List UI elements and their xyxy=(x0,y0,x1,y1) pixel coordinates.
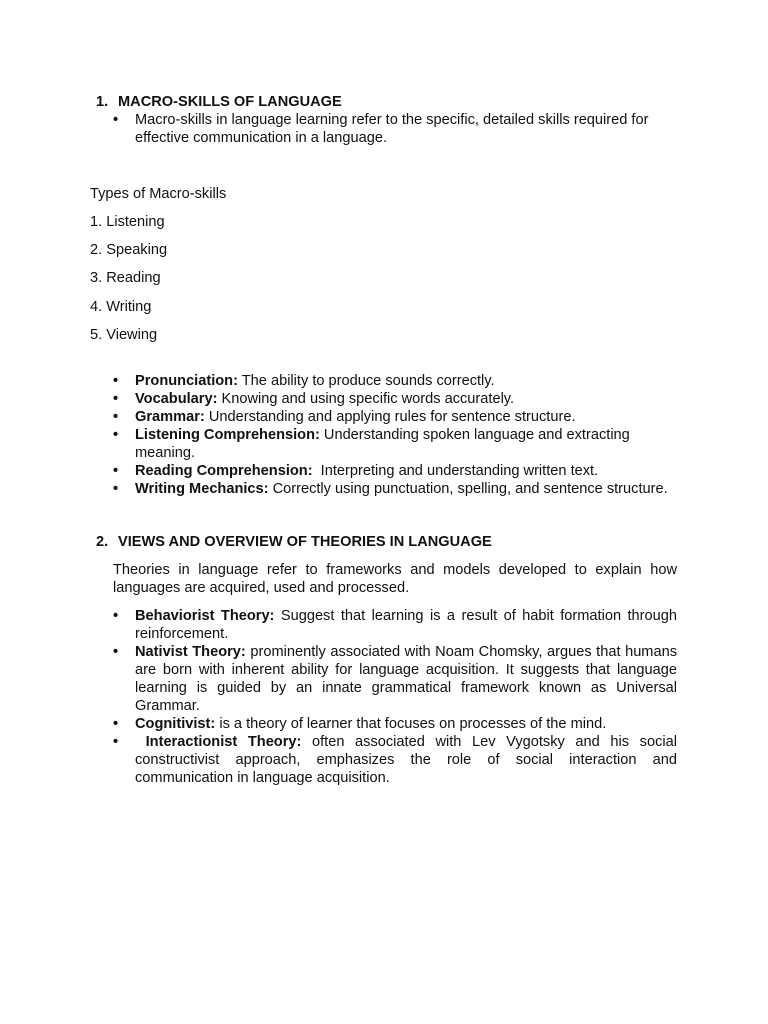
bullet-icon: • xyxy=(113,716,119,732)
theory-desc: Suggest that learning is a result of habit formation through reinforcement. xyxy=(135,608,677,642)
section-1-intro-list xyxy=(113,111,677,147)
types-heading: Types of Macro-skills xyxy=(90,186,227,202)
types-item: 1. Listening xyxy=(90,214,165,230)
list-item xyxy=(113,426,673,462)
list-item xyxy=(113,733,677,787)
bullet-icon: • xyxy=(113,112,119,128)
bullet-icon: • xyxy=(113,734,119,750)
theory-desc: is a theory of learner that focuses on processes of the mind. xyxy=(215,716,607,732)
skill-term: Listening Comprehension: xyxy=(135,427,320,443)
bullet-icon: • xyxy=(113,481,119,497)
bullet-icon: • xyxy=(113,608,119,624)
skill-desc: Correctly using punctuation, spelling, and sentence structure. xyxy=(268,481,668,497)
skill-term: Writing Mechanics: xyxy=(135,481,269,497)
skill-desc: Knowing and using specific words accurately. xyxy=(217,391,515,407)
types-item: 4. Writing xyxy=(90,299,152,315)
list-item xyxy=(113,607,677,643)
types-item: 3. Reading xyxy=(90,270,161,286)
section-1-intro-text: Macro-skills in language learning refer to the specific, detailed skills required for effective communication in a language. xyxy=(135,112,649,146)
bullet-icon: • xyxy=(113,463,119,479)
theory-desc: often associated with Lev Vygotsky and his social constructivist approach, emphasizes the role of social interaction and communication in language acquisition. xyxy=(135,734,677,786)
types-item: 2. Speaking xyxy=(90,242,168,258)
theories-list xyxy=(113,607,677,787)
skill-desc: The ability to produce sounds correctly. xyxy=(237,373,495,389)
bullet-icon: • xyxy=(113,409,119,425)
skill-desc: Understanding spoken language and extracting meaning. xyxy=(135,427,630,461)
list-item xyxy=(113,480,673,498)
skill-term: Vocabulary: xyxy=(135,391,218,407)
bullet-icon: • xyxy=(113,644,119,660)
skill-desc: Understanding and applying rules for sentence structure. xyxy=(204,409,576,425)
section-1-number: 1. xyxy=(96,94,109,110)
list-item xyxy=(113,408,673,426)
skill-desc: Interpreting and understanding written text. xyxy=(312,463,599,479)
section-1-heading xyxy=(96,93,342,111)
skills-list xyxy=(113,372,673,498)
section-2-heading xyxy=(96,533,492,551)
list-item xyxy=(113,715,677,733)
section-1-title: MACRO-SKILLS OF LANGUAGE xyxy=(118,94,342,110)
theory-term: Interactionist Theory: xyxy=(135,734,302,750)
types-item: 5. Viewing xyxy=(90,327,158,343)
list-item xyxy=(113,462,673,480)
list-item xyxy=(113,372,673,390)
section-2-intro: Theories in language refer to frameworks and models developed to explain how languages are acquired, used and processed. xyxy=(113,562,677,596)
bullet-icon: • xyxy=(113,373,119,389)
skill-term: Grammar: xyxy=(135,409,205,425)
theory-term: Behaviorist Theory: xyxy=(135,608,275,624)
skill-term: Pronunciation: xyxy=(135,373,238,389)
section-2-title: VIEWS AND OVERVIEW OF THEORIES IN LANGUAGE xyxy=(118,534,492,550)
section-2-number: 2. xyxy=(96,534,109,550)
theory-term: Cognitivist: xyxy=(135,716,216,732)
bullet-icon: • xyxy=(113,391,119,407)
bullet-icon: • xyxy=(113,427,119,443)
list-item xyxy=(113,111,677,147)
theory-desc: prominently associated with Noam Chomsky, argues that humans are born with inherent ability for language acquisition. It suggests that language learning is guided by an innate grammatical framework known as Universal Grammar. xyxy=(135,644,677,714)
list-item xyxy=(113,643,677,715)
skill-term: Reading Comprehension: xyxy=(135,463,313,479)
list-item xyxy=(113,390,673,408)
theory-term: Nativist Theory: xyxy=(135,644,246,660)
